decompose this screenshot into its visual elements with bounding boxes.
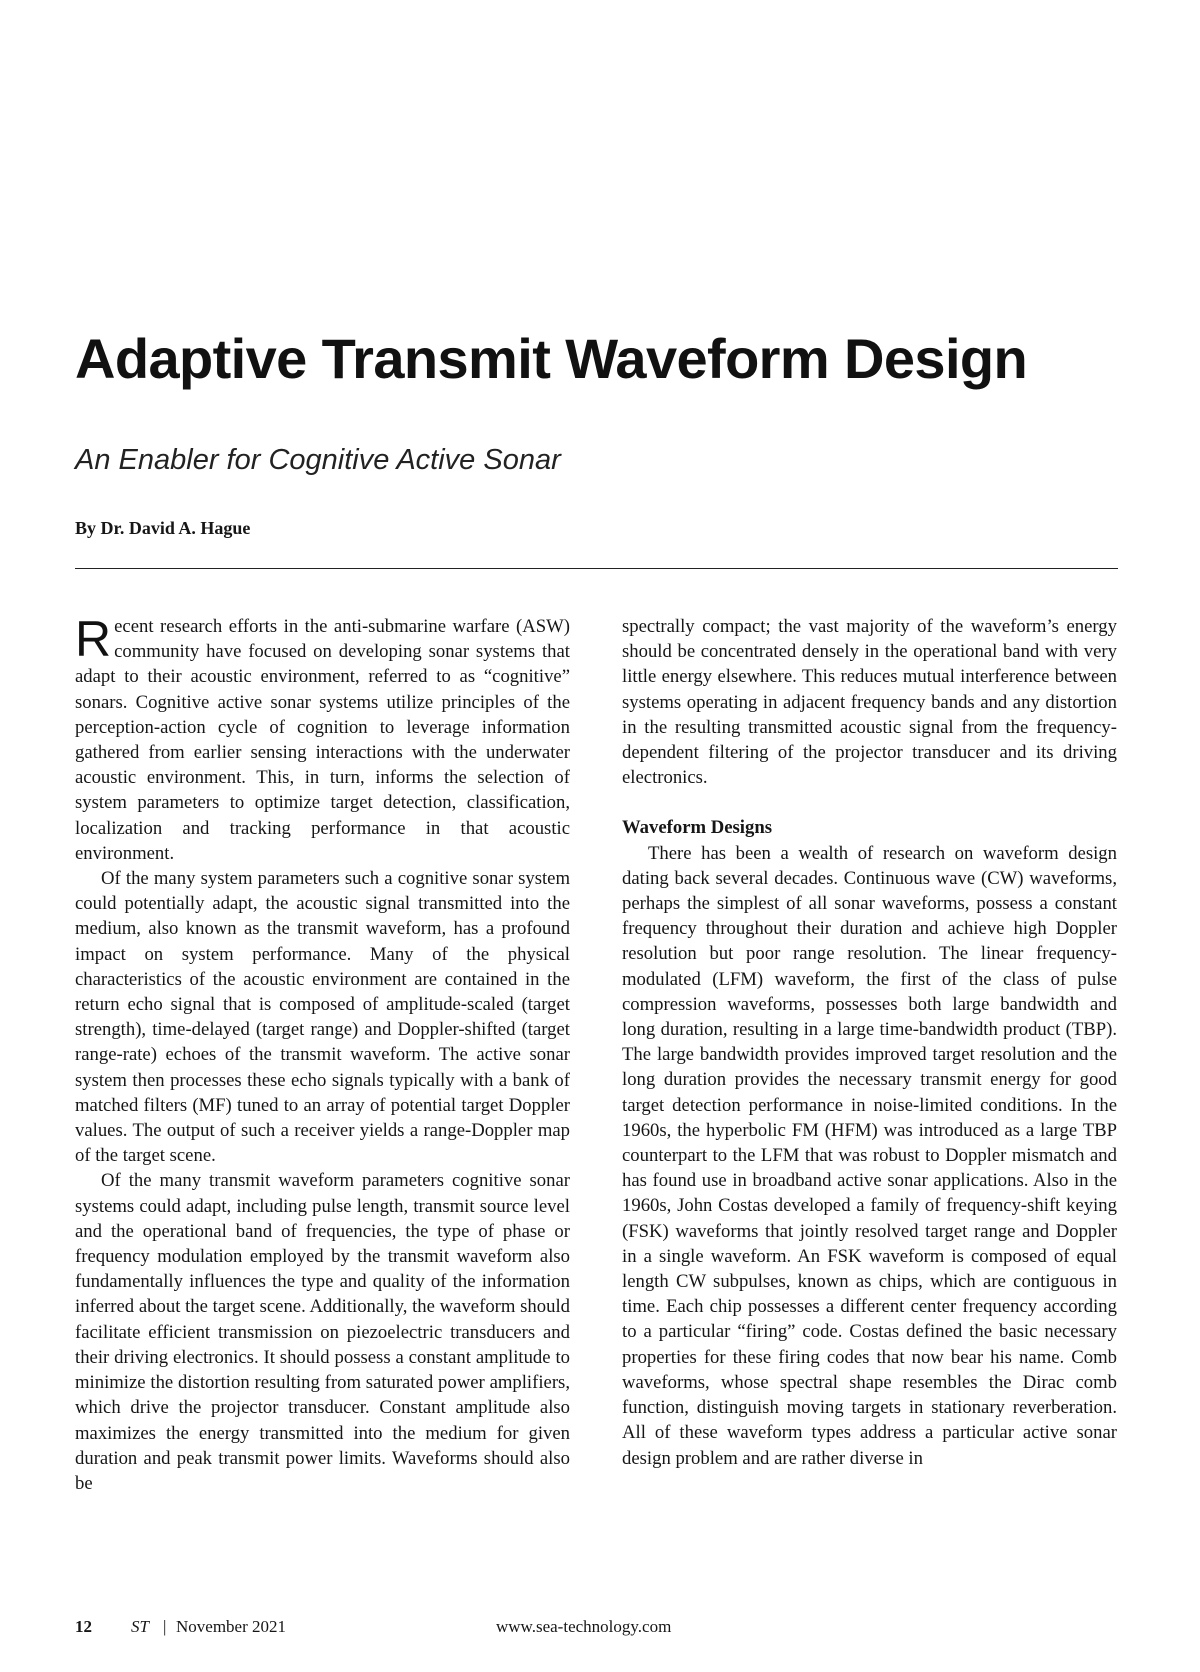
- body-paragraph-5: There has been a wealth of research on waveform design dating back several decades. Continuous wave (CW) waveforms, perhaps the simplest of all sonar waveforms, possess a constant frequency throughout their duration and achieve high Doppler resolution but poor range resolution. The linear frequency-modulated (LFM) waveform, the first of the class of pulse compression waveforms, possesses both large bandwidth and long duration, resulting in a large time-bandwidth product (TBP). The large bandwidth provides improved target resolution and the long duration provides the necessary transmit energy for good target detection performance in noise-limited conditions. In the 1960s, the hyperbolic FM (HFM) was introduced as a large TBP counterpart to the LFM that was robust to Doppler mismatch and has found use in broadband active sonar applications. Also in the 1960s, John Costas developed a family of frequency-shift keying (FSK) waveforms that jointly resolved target range and Doppler in a single waveform. An FSK waveform is composed of equal length CW subpulses, known as chips, which are contiguous in time. Each chip possesses a different center frequency according to a particular “firing” code. Costas defined the basic necessary properties for these firing codes that now bear his name. Comb waveforms, whose spectral shape resembles the Dirac comb function, distinguish moving targets in stationary reverberation. All of these waveform types address a particular active sonar design problem and are rather diverse in: [622, 842, 1117, 1469]
- issue-date: November 2021: [176, 1617, 287, 1636]
- magazine-abbrev: ST: [131, 1617, 149, 1636]
- article-subtitle: An Enabler for Cognitive Active Sonar: [75, 444, 561, 476]
- section-heading: Waveform Designs: [622, 817, 773, 839]
- body-paragraph-2: Of the many system parameters such a cognitive sonar system could potentially adapt, the acoustic signal transmitted into the medium, also known as the transmit waveform, has a profound impact on system performance. Many of the physical characteristics of the acoustic environment are contained in the return echo signal that is composed of amplitude-scaled (target strength), time-delayed (target range) and Doppler-shifted (target range-rate) echoes of the transmit waveform. The active sonar system then processes these echo signals typically with a bank of matched filters (MF) tuned to an array of potential target Doppler values. The output of such a receiver yields a range-Doppler map of the target scene.: [75, 868, 570, 1167]
- byline: By Dr. David A. Hague: [75, 518, 251, 538]
- drop-cap: R: [75, 611, 112, 667]
- body-paragraph-4: spectrally compact; the vast majority of the waveform’s energy should be concentrated densely in the operational band with very little energy elsewhere. This reduces mutual interference between systems operating in adjacent frequency bands and any distortion in the resulting transmitted acoustic signal from the frequency-dependent filtering of the projector transducer and its driving electronics.: [622, 616, 1117, 789]
- body-paragraph-1: [75, 611, 570, 866]
- paragraph-1-text: ecent research efforts in the anti-submarine warfare (ASW) community have focused on developing sonar systems that adapt to their acoustic environment, referred to as “cognitive” sonars. Cognitive active sonar systems utilize principles of the perception-action cycle of cognition to leverage information gathered from earlier sensing interactions with the underwater acoustic environment. This, in turn, informs the selection of system parameters to optimize target detection, classification, localization and tracking performance in that acoustic environment.: [75, 616, 570, 864]
- page-footer: [75, 1617, 1118, 1641]
- body-paragraph-3: Of the many transmit waveform parameters cognitive sonar systems could adapt, including pulse length, transmit source level and the operational band of frequencies, the type of phase or frequency modulation employed by the transmit waveform also fundamentally influences the type and quality of the information inferred about the target scene. Additionally, the waveform should facilitate efficient transmission on piezoelectric transducers and their driving electronics. It should possess a constant amplitude to minimize the distortion resulting from saturated power amplifiers, which drive the projector transducer. Constant amplitude also maximizes the energy transmitted into the medium for given duration and peak transmit power limits. Waveforms should also be: [75, 1170, 570, 1494]
- article-title: Adaptive Transmit Waveform Design: [75, 327, 1028, 390]
- header-divider: [75, 568, 1118, 569]
- page-number: 12: [75, 1617, 92, 1636]
- right-column: [622, 614, 1117, 1471]
- footer-separator: |: [163, 1617, 167, 1636]
- left-column: [75, 611, 570, 1496]
- website-url: www.sea-technology.com: [496, 1617, 672, 1636]
